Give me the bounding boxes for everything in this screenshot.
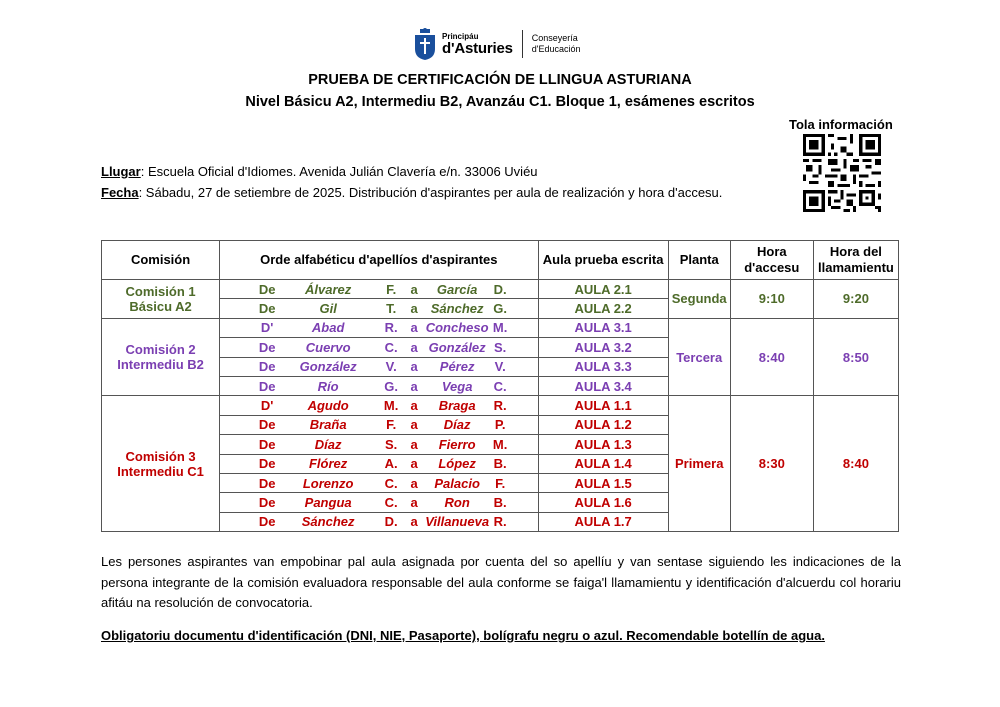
range-to-initial: C.	[493, 378, 507, 394]
range-to-surname: González	[428, 339, 486, 355]
surname-range-cell	[220, 454, 538, 473]
range-to-initial: S.	[493, 339, 507, 355]
surname-range-cell	[220, 357, 538, 376]
surname-range-cell	[220, 512, 538, 531]
commission-name: Comisión 3	[125, 448, 196, 464]
range-to-surname: Concheso	[425, 320, 489, 336]
range-to-initial: V.	[494, 359, 506, 375]
document-title: PRUEBA DE CERTIFICACIÓN DE LLINGUA ASTURIANA	[308, 72, 692, 88]
range-connector: a	[410, 378, 418, 394]
table-row	[102, 396, 899, 415]
range-from-surname: Álvarez	[305, 281, 352, 297]
range-to-surname: Ron	[444, 494, 470, 510]
distribution-table	[101, 240, 899, 532]
range-to-initial: P.	[494, 417, 506, 433]
range-connector: a	[410, 281, 418, 297]
range-to-surname: Fierro	[438, 436, 476, 452]
department-line-2: d'Educación	[531, 44, 581, 54]
access-cell: 8:30	[730, 396, 813, 532]
department-name	[532, 33, 581, 56]
range-connector: a	[410, 514, 418, 530]
range-to-initial: M.	[492, 436, 508, 452]
qr-label: Tola información	[789, 117, 893, 132]
header-room: Aula prueba escrita	[538, 241, 668, 280]
range-to-initial: B.	[493, 494, 507, 510]
range-from-surname: Abad	[311, 320, 345, 336]
range-from-initial: M.	[383, 398, 399, 414]
range-from-initial: V.	[385, 359, 397, 375]
room-cell: AULA 3.2	[538, 338, 668, 357]
range-connector: a	[410, 359, 418, 375]
header-commission: Comisión	[102, 241, 220, 280]
header-floor: Planta	[668, 241, 730, 280]
range-prefix: D'	[260, 398, 274, 414]
header-access-line2: d'accesu	[744, 260, 800, 275]
range-from-surname: Cuervo	[305, 339, 351, 355]
room-cell: AULA 2.1	[538, 280, 668, 299]
surname-range-cell	[220, 318, 538, 337]
floor-cell: Segunda	[668, 280, 730, 319]
surname-range-cell	[220, 473, 538, 492]
place-line	[101, 164, 538, 179]
surname-range-cell	[220, 435, 538, 454]
room-cell: AULA 3.1	[538, 318, 668, 337]
room-cell: AULA 3.3	[538, 357, 668, 376]
range-to-initial: G.	[493, 301, 507, 317]
range-from-initial: R.	[384, 320, 398, 336]
range-to-surname: Villanueva	[425, 514, 490, 530]
table-header-row	[102, 241, 899, 280]
range-from-surname: Flórez	[308, 456, 348, 472]
range-connector: a	[410, 494, 418, 510]
range-to-surname: Díaz	[443, 417, 471, 433]
department-line-1: Conseyería	[531, 32, 578, 43]
room-cell: AULA 1.4	[538, 454, 668, 473]
range-to-initial: B.	[493, 456, 507, 472]
range-from-surname: Díaz	[314, 436, 342, 452]
range-to-initial: M.	[492, 320, 508, 336]
call-cell: 9:20	[813, 280, 898, 319]
table-row	[102, 280, 899, 299]
room-cell: AULA 1.5	[538, 473, 668, 492]
place-label: Llugar	[101, 164, 141, 179]
range-from-initial: F.	[386, 417, 397, 433]
header-call-line1: Hora del	[829, 243, 882, 259]
org-name-small: Principáu	[442, 31, 479, 41]
table-row	[102, 318, 899, 337]
coat-of-arms-icon	[414, 27, 436, 61]
surname-range-cell	[220, 493, 538, 512]
room-cell: AULA 2.2	[538, 299, 668, 318]
range-prefix: De	[258, 456, 276, 472]
surname-range-cell	[220, 415, 538, 434]
range-to-initial: D.	[493, 281, 507, 297]
call-cell: 8:40	[813, 396, 898, 532]
qr-code-icon[interactable]	[803, 134, 881, 212]
range-to-initial: R.	[493, 398, 507, 414]
range-from-initial: C.	[384, 475, 398, 491]
org-name	[442, 33, 513, 56]
range-from-surname: Pangua	[304, 494, 352, 510]
commission-level: Intermediu B2	[117, 357, 204, 373]
range-to-initial: R.	[493, 514, 507, 530]
range-to-surname: López	[438, 456, 476, 472]
room-cell: AULA 1.6	[538, 493, 668, 512]
range-from-initial: F.	[386, 281, 397, 297]
range-from-initial: C.	[384, 339, 398, 355]
range-prefix: De	[258, 339, 276, 355]
room-cell: AULA 3.4	[538, 376, 668, 395]
range-from-initial: A.	[384, 456, 398, 472]
range-connector: a	[410, 417, 418, 433]
range-prefix: De	[258, 301, 276, 317]
range-from-surname: Lorenzo	[302, 475, 354, 491]
header-logo	[414, 27, 581, 61]
range-to-surname: Pérez	[439, 359, 475, 375]
range-from-surname: Braña	[309, 417, 347, 433]
range-connector: a	[410, 436, 418, 452]
org-name-big: d'Asturies	[442, 39, 513, 57]
date-value: : Sábadu, 27 de setiembre de 2025. Distribución d'aspirantes per aula de realización y hora d'accesu.	[138, 185, 723, 200]
range-from-initial: G.	[384, 378, 398, 394]
range-from-initial: D.	[384, 514, 398, 530]
access-cell: 9:10	[730, 280, 813, 319]
range-prefix: De	[258, 436, 276, 452]
range-from-surname: González	[299, 359, 357, 375]
range-to-surname: García	[436, 281, 478, 297]
room-cell: AULA 1.1	[538, 396, 668, 415]
header-access-time	[730, 241, 813, 280]
logo-divider	[522, 30, 523, 58]
floor-cell: Tercera	[668, 318, 730, 396]
range-prefix: D'	[260, 320, 274, 336]
header-call-line2: llamamientu	[817, 260, 894, 275]
range-from-surname: Sánchez	[301, 514, 355, 530]
range-connector: a	[410, 475, 418, 491]
call-cell: 8:50	[813, 318, 898, 396]
range-prefix: De	[258, 514, 276, 530]
range-connector: a	[410, 339, 418, 355]
header-call-time	[813, 241, 898, 280]
range-prefix: De	[258, 281, 276, 297]
instructions-paragraph: Les persones aspirantes van empobinar pal aula asignada por cuenta del so apellíu y van sentase siguiendo les indicaciones de la persona integrante de la comisión evaluadora responsable del aula conforme se faiga'l llamamientu y identificación d'alcuerdu col horariu afitáu na resolución de convocatoria.	[101, 554, 901, 610]
access-cell: 8:40	[730, 318, 813, 396]
floor-cell: Primera	[668, 396, 730, 532]
range-to-surname: Braga	[438, 398, 476, 414]
obligatory-note: Obligatoriu documentu d'identificación (DNI, NIE, Pasaporte), bolígrafu negru o azul. Recomendable botellín de agua.	[101, 628, 825, 643]
commission-cell	[102, 396, 220, 532]
range-prefix: De	[258, 359, 276, 375]
room-cell: AULA 1.2	[538, 415, 668, 434]
range-from-initial: T.	[386, 301, 397, 317]
range-connector: a	[410, 398, 418, 414]
commission-level: Básicu A2	[129, 298, 192, 314]
range-to-surname: Palacio	[434, 475, 480, 491]
commission-name: Comisión 1	[125, 283, 196, 299]
surname-range-cell	[220, 338, 538, 357]
commission-name: Comisión 2	[125, 342, 196, 358]
date-line	[101, 185, 722, 200]
range-connector: a	[410, 320, 418, 336]
range-to-surname: Sánchez	[430, 301, 484, 317]
range-to-surname: Vega	[441, 378, 473, 394]
surname-range-cell	[220, 376, 538, 395]
range-prefix: De	[258, 494, 276, 510]
surname-range-cell	[220, 280, 538, 299]
header-order: Orde alfabéticu d'apellíos d'aspirantes	[220, 241, 538, 280]
commission-level: Intermediu C1	[117, 463, 204, 479]
place-value: : Escuela Oficial d'Idiomes. Avenida Julián Clavería e/n. 33006 Uviéu	[140, 164, 538, 179]
document-subtitle: Nivel Básicu A2, Intermediu B2, Avanzáu C1. Bloque 1, esámenes escritos	[245, 94, 755, 110]
surname-range-cell	[220, 396, 538, 415]
surname-range-cell	[220, 299, 538, 318]
range-to-initial: F.	[495, 475, 506, 491]
range-from-initial: C.	[384, 494, 398, 510]
header-access-line1: Hora	[756, 243, 787, 259]
room-cell: AULA 1.7	[538, 512, 668, 531]
range-from-initial: S.	[384, 436, 398, 452]
range-connector: a	[410, 301, 418, 317]
room-cell: AULA 1.3	[538, 435, 668, 454]
date-label: Fecha	[101, 185, 139, 200]
range-from-surname: Gil	[319, 301, 337, 317]
table-body	[102, 280, 899, 532]
range-connector: a	[410, 456, 418, 472]
range-from-surname: Río	[317, 378, 339, 394]
commission-cell	[102, 318, 220, 396]
range-prefix: De	[258, 475, 276, 491]
range-prefix: De	[258, 378, 276, 394]
range-from-surname: Agudo	[307, 398, 349, 414]
commission-cell	[102, 280, 220, 319]
range-prefix: De	[258, 417, 276, 433]
